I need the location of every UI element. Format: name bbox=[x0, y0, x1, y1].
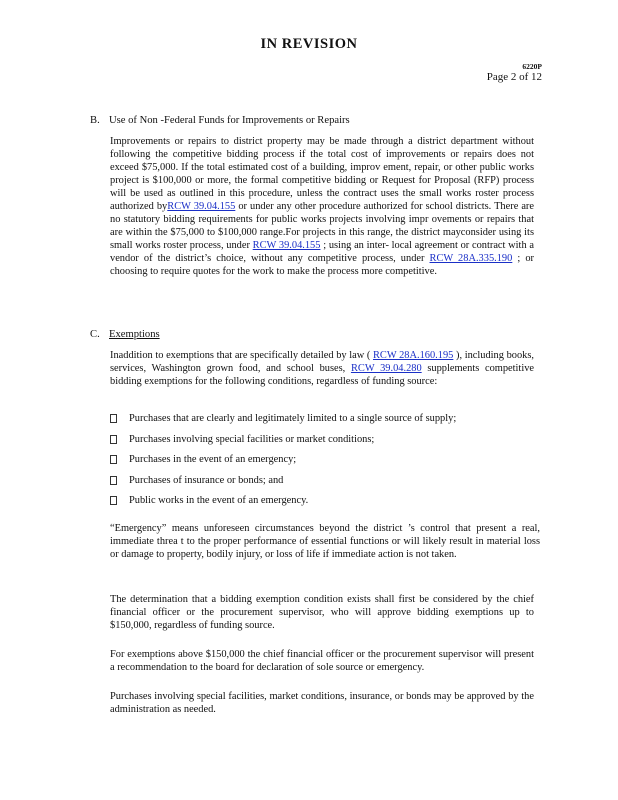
section-b-letter: B. bbox=[90, 115, 100, 126]
bullet-box-icon bbox=[110, 455, 117, 464]
bullet-box-icon bbox=[110, 414, 117, 423]
rcw-39-04-155-link-1[interactable]: RCW 39.04.155 bbox=[167, 201, 236, 212]
section-b-text-3: ; using an inter- local agreement or contract with a vendor of the district’s choice, without any competitive process, under bbox=[110, 240, 534, 264]
section-b-text-4: ; or choosing to require quotes for the work to make the process more competitive. bbox=[110, 253, 534, 277]
list-item: Purchases involving special facilities or market conditions; bbox=[110, 433, 540, 454]
section-c-text-1: Inaddition to exemptions that are specifically detailed by law ( bbox=[110, 350, 373, 361]
section-c-intro bbox=[110, 349, 534, 388]
list-item: Public works in the event of an emergency. bbox=[110, 494, 540, 515]
section-b-text-1: Improvements or repairs to district property may be made through a district department without following the competitive bidding process if the total cost of improvements or repairs does not exceed $75,000. If the total estimated cost of a building, improv ement, repair, or other public works project is $100,000 or more, the formal competitive bidding or Request for Proposal (RFP) process will be used as outlined in this procedure, unless the contract uses the small works roster process authorized by bbox=[110, 136, 534, 212]
section-c-text-3: supplements competitive bidding exemptions for the following conditions, regardless of funding source: bbox=[110, 363, 535, 387]
section-b-text-2: or under any other procedure authorized for school districts. There are no statutory bidding requirements for public works projects involving impr ovements or repairs that are within the $75,000 to $100,000 range.For projects in this range, the district mayconsider using its small works roster process, under bbox=[110, 201, 535, 251]
administration-approval-paragraph: Purchases involving special facilities, market conditions, insurance, or bonds may be approved by the administration as needed. bbox=[110, 691, 534, 715]
section-b-title: Use of Non -Federal Funds for Improvements or Repairs bbox=[109, 115, 350, 126]
emergency-definition: “Emergency” means unforeseen circumstances beyond the district ’s control that present a real, immediate threa t to the proper performance of essential functions or will likely result in material loss or damage to property, bodily injury, or loss of life if immediate action is not taken. bbox=[110, 523, 540, 560]
rcw-28a-160-195-link[interactable]: RCW 28A.160.195 bbox=[372, 350, 454, 361]
board-recommendation-paragraph: For exemptions above $150,000 the chief financial officer or the procurement supervisor will present a recommendation to the board for declaration of sole source or emergency. bbox=[110, 649, 534, 673]
document-title: IN REVISION bbox=[260, 36, 358, 52]
list-item: Purchases that are clearly and legitimately limited to a single source of supply; bbox=[110, 412, 540, 433]
bullet-box-icon bbox=[110, 435, 117, 444]
bullet-box-icon bbox=[110, 496, 117, 505]
rcw-39-04-155-link-2[interactable]: RCW 39.04.155 bbox=[252, 240, 321, 251]
section-b-paragraph bbox=[110, 135, 534, 278]
section-c-title: Exemptions bbox=[109, 329, 160, 340]
list-item: Purchases of insurance or bonds; and bbox=[110, 474, 540, 495]
bullet-box-icon bbox=[110, 476, 117, 485]
rcw-28a-335-190-link[interactable]: RCW 28A.335.190 bbox=[429, 253, 513, 264]
section-c-heading bbox=[90, 328, 160, 341]
procedure-code: 6220P bbox=[522, 62, 542, 71]
list-item: Purchases in the event of an emergency; bbox=[110, 453, 540, 474]
section-c-letter: C. bbox=[90, 329, 100, 340]
section-c-text-2: ), including books, services, Washington grown food, and school buses, bbox=[110, 350, 534, 374]
page-number: Page 2 of 12 bbox=[486, 71, 542, 83]
exemption-list bbox=[110, 412, 540, 515]
determination-paragraph: The determination that a bidding exemption condition exists shall first be considered by the chief financial officer or the procurement supervisor, who will approve bidding exemptions up to $150,000, regardless of funding source. bbox=[110, 594, 534, 631]
rcw-39-04-280-link[interactable]: RCW 39.04.280 bbox=[350, 363, 422, 374]
section-b-heading bbox=[90, 114, 350, 127]
